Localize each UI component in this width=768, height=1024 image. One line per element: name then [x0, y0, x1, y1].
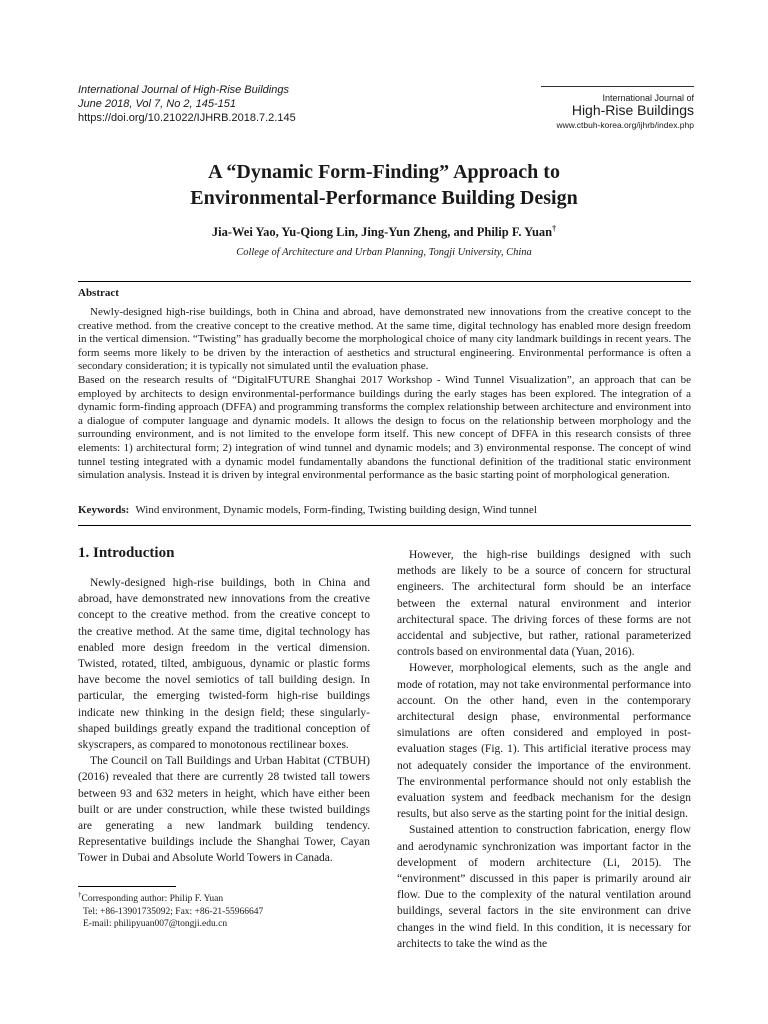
abstract-top-rule	[78, 281, 691, 282]
keywords	[78, 504, 691, 516]
abstract-heading: Abstract	[78, 287, 119, 299]
keywords-label: Keywords:	[78, 504, 130, 516]
footnote	[78, 889, 263, 931]
footnote-author: Corresponding author: Philip F. Yuan	[81, 894, 224, 905]
journal-issue: June 2018, Vol 7, No 2, 145-151	[78, 98, 236, 110]
keywords-text: Wind environment, Dynamic models, Form-finding, Twisting building design, Wind tunnel	[135, 504, 537, 516]
left-column	[78, 575, 370, 867]
journal-url[interactable]: www.ctbuh-korea.org/ijhrb/index.php	[556, 120, 694, 130]
title-line-1: A “Dynamic Form-Finding” Approach to	[208, 161, 560, 183]
journal-logo	[557, 93, 695, 130]
footnote-mark: †	[78, 891, 82, 899]
paper-title	[0, 159, 768, 211]
logo-small-text: International Journal of	[602, 93, 694, 103]
logo-title: High-Rise Buildings	[571, 102, 694, 118]
footnote-phone: Tel: +86-13901735092; Fax: +86-21-55966647	[83, 906, 264, 917]
authors: Jia-Wei Yao, Yu-Qiong Lin, Jing-Yun Zheng, and Philip F. Yuan	[211, 225, 553, 240]
body-paragraph: However, morphological elements, such as the angle and mode of rotation, may not take environmental performance into account. On the other hand, even in the contemporary architectural design phase, environmental performance simulations are often considered and employed in post-evaluation stages (Fig. 1). This artificial iterative process may not adequately consider the importance of the environment. The environmental performance should not only establish the evaluation system and feedback mechanism for the design results, but also serve as the starting point for the initial design.	[397, 662, 691, 821]
body-paragraph: Newly-designed high-rise buildings, both in China and abroad, have demonstrated new innovations from the creative concept to the creative method. from the creative concept to the creative method. At the same time, digital technology has enabled more design freedom in the vertical dimension. Twisted, rotated, tilted, ambiguous, dynamic or plastic forms have become the novel semiotics of tall building design. In particular, the emerging twisted-form high-rise buildings indicate new thinking in the design field; these singularly-shaped buildings greatly expand the traditional conception of skyscrapers, as compared to monotonous rectilinear boxes.	[78, 577, 370, 752]
journal-name: International Journal of High-Rise Buildings	[78, 84, 289, 96]
section-heading: 1. Introduction	[78, 545, 175, 561]
affiliation: College of Architecture and Urban Planning, Tongji University, China	[236, 247, 532, 258]
title-line-2: Environmental-Performance Building Design	[190, 187, 578, 209]
abstract-bottom-rule	[78, 525, 691, 526]
abstract-body	[78, 306, 691, 483]
doi-link[interactable]: https://doi.org/10.21022/IJHRB.2018.7.2.145	[78, 112, 296, 124]
author-list	[0, 224, 768, 240]
body-paragraph: The Council on Tall Buildings and Urban Habitat (CTBUH) (2016) revealed that there are currently 28 twisted tall towers between 93 and 632 meters in height, which have either been built or are under construction, while these twisted buildings are generating a new landmark building tendency. Representative buildings include the Shanghai Tower, Cayan Tower in Dubai and Absolute World Towers in Canada.	[78, 755, 370, 865]
footnote-email[interactable]: E-mail: philipyuan007@tongji.edu.cn	[83, 919, 228, 930]
right-column	[397, 547, 691, 952]
body-paragraph: However, the high-rise buildings designed with such methods are likely to be a source of concern for structural engineers. The architectural form should be an interface between the external natural environment and interior architectural space. The driving forces of these forms are not accidental and subjective, but rather, rational parameterized controls based on environmental data (Yuan, 2016).	[397, 549, 691, 659]
footnote-rule	[78, 886, 176, 887]
logo-divider	[541, 86, 695, 87]
abstract-paragraph: Based on the research results of “DigitalFUTURE Shanghai 2017 Workshop - Wind Tunnel Visualization”, an approach that can be employed by architects to design environmental-performance buildings during the early stages has been explored. The integration of a dynamic form-finding approach (DFFA) and programming transforms the complex relationship between architecture and environment into a dialogue of computer language and dynamic models. It allows the design to focus on the relationship between morphology and the surrounding environment, and is not limited to the envelope form itself. This new concept of DFFA in this research consists of three elements: 1) architectural form; 2) integration of wind tunnel and dynamic models; and 3) environmental response. The concept of wind tunnel testing integrated with a dynamic model fundamentally abandons the functional definition of the traditional static environment simulation analysis. Instead it is driven by integral environmental performance as the basic starting point of morphological generation.	[78, 373, 691, 482]
author-footnote-mark: †	[552, 224, 557, 233]
journal-citation	[78, 83, 296, 125]
body-paragraph: Sustained attention to construction fabrication, energy flow and aerodynamic synchronization was important factor in the development of modern architecture (Li, 2015). The “environment” discussed in this paper is primarily around air flow. Due to the complexity of the natural ventilation around buildings, several factors in the site environment can drive changes in the wind field. In this condition, it is necessary for architects to take the wind as the	[397, 824, 691, 950]
abstract-paragraph: Newly-designed high-rise buildings, both in China and abroad, have demonstrated new innovations from the creative concept to the creative method. from the creative concept to the creative method. At the same time, digital technology has enabled more design freedom in the vertical dimension. “Twisting” has gradually become the morphological choice of many city landmark buildings in recent years. The form seems more likely to be driven by the interaction of aesthetics and structural engineering. Environmental performance is often a secondary consideration; it is typically not simulated until the evaluation phase.	[78, 306, 691, 373]
